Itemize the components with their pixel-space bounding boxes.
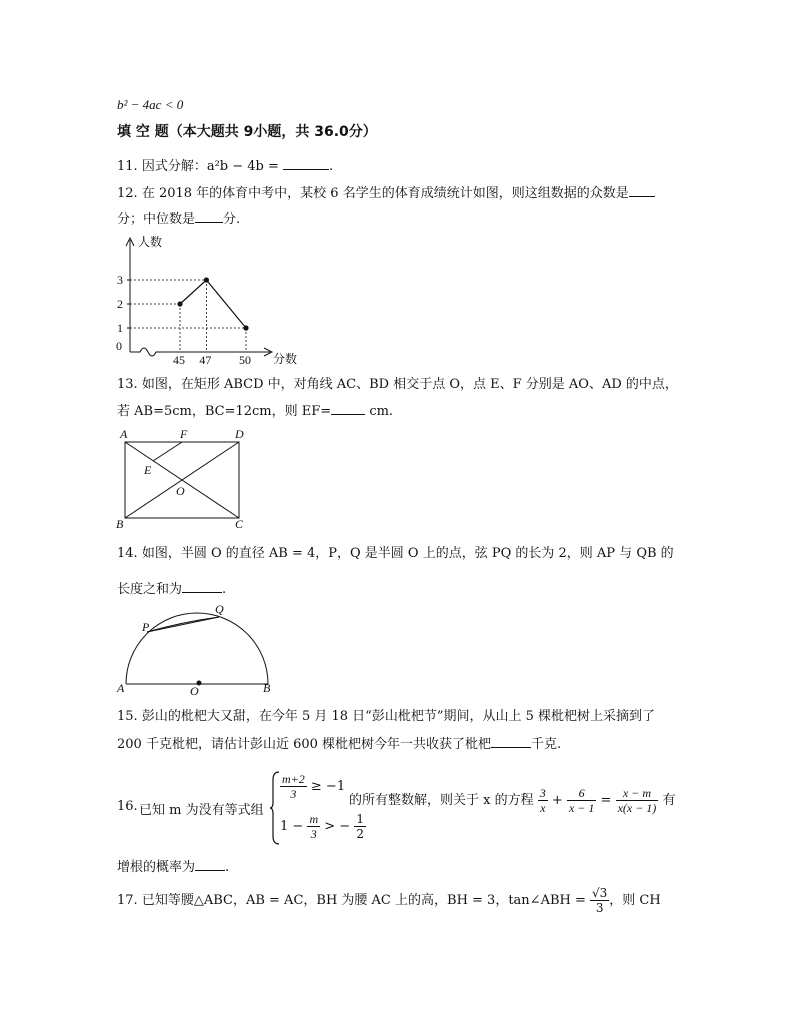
- ineq1-numerator: m+2: [282, 772, 305, 786]
- y-axis-label: 人数: [138, 235, 163, 249]
- ineq2-denominator: 3: [310, 827, 317, 841]
- q17-number: 17.: [117, 893, 138, 908]
- q14-text-line2a: 长度之和为: [117, 582, 183, 597]
- eq-equals: =: [600, 793, 612, 808]
- q14-text-line1: 如图，半圆 O 的直径 AB = 4，P，Q 是半圆 O 上的点，弦 PQ 的长为 2，则 AP 与 QB 的: [141, 546, 674, 561]
- score-line-chart: [110, 232, 310, 366]
- q15-text-line2b: 千克.: [531, 737, 562, 752]
- section-title: 填 空 题（本大题共 9小题，共 36.0分）: [117, 124, 377, 140]
- eq-f3-num: x − m: [616, 786, 659, 801]
- ineq2-mid: > −: [324, 819, 351, 834]
- question-14-line2: [117, 580, 226, 599]
- rectangle-figure: [112, 424, 258, 534]
- q14-number: 14.: [117, 546, 138, 561]
- q15-text-line2a: 200 千克枇杷，请估计彭山近 600 棵枇杷树今年一共收获了枇杷: [117, 737, 492, 752]
- q16-equation: [349, 786, 675, 815]
- ineq1-denominator: 3: [290, 787, 297, 801]
- q17-frac-den: 3: [595, 901, 604, 915]
- label-a: A: [120, 427, 128, 441]
- x-tick-label-50: 50: [239, 353, 251, 366]
- ineq2-numerator2: 1: [356, 812, 364, 826]
- x-tick-label-45: 45: [173, 353, 185, 366]
- q12-text-line2a: 分；中位数是: [117, 212, 196, 227]
- label-b: B: [116, 517, 124, 531]
- eq-f3-den: x(x − 1): [617, 801, 657, 815]
- inequality-2: [280, 812, 366, 841]
- question-16-line2: [117, 858, 229, 877]
- question-15-line1: [117, 708, 655, 726]
- q17-text-a: 已知等腰△ABC，AB = AC，BH 为腰 AC 上的高，BH = 3，tan∠ABH =: [141, 893, 586, 908]
- label-o: O: [176, 484, 185, 498]
- eq-plus: +: [551, 793, 563, 808]
- eq-f2-num: 6: [567, 786, 596, 801]
- ineq2-denominator2: 2: [356, 827, 364, 841]
- label-c: C: [235, 517, 244, 531]
- data-point-47: [204, 277, 209, 282]
- q13-text-line1: 如图，在矩形 ABCD 中，对角线 AC、BD 相交于点 O，点 E、F 分别是 AO、AD 的中点，: [141, 377, 678, 392]
- q11-tail: .: [329, 159, 334, 174]
- q13-blank[interactable]: [331, 402, 365, 415]
- question-12-line1: [117, 184, 655, 203]
- inequality-1: [280, 772, 345, 801]
- question-14-line1: [117, 545, 674, 563]
- q16-text-line2b: .: [225, 860, 230, 875]
- origin-label: 0: [116, 339, 122, 353]
- top-formula: b² − 4ac < 0: [117, 97, 184, 112]
- label-e: E: [144, 463, 152, 477]
- data-point-50: [243, 325, 248, 330]
- ineq1-rest: ≥ −1: [310, 779, 346, 794]
- segment-ef: [153, 442, 182, 461]
- q16-pre: 已知 m 为没有等式组: [139, 803, 264, 818]
- label-b-semi: B: [263, 681, 271, 695]
- question-11: [117, 157, 333, 176]
- q16-blank[interactable]: [195, 858, 225, 871]
- question-12-line2: [117, 210, 240, 229]
- q17-frac-num: √3: [592, 886, 608, 900]
- q13-text-line2a: 若 AB=5cm，BC=12cm，则 EF=: [117, 404, 332, 419]
- eq-f1-num: 3: [539, 786, 546, 800]
- x-tick-label-47: 47: [199, 353, 212, 366]
- question-13-line2: [117, 402, 393, 421]
- q12-text-line2b: 分.: [223, 212, 241, 227]
- q16-number: 16.: [117, 799, 138, 814]
- q13-text-line2b: cm.: [369, 404, 394, 419]
- q12-median-blank[interactable]: [195, 210, 223, 223]
- ineq2-numerator: m: [309, 812, 319, 826]
- question-17: [117, 886, 661, 915]
- q15-number: 15.: [117, 709, 138, 724]
- q12-text-line1: 在 2018 年的体育中考中，某校 6 名学生的体育成绩统计如图，则这组数据的众数是: [141, 186, 629, 201]
- question-15-line2: [117, 735, 561, 754]
- q16-mid: 的所有整数解，则关于 x 的方程: [349, 793, 534, 808]
- ineq2-lead: 1 −: [280, 819, 304, 834]
- label-f: F: [180, 427, 188, 441]
- eq-f1-den: x: [540, 801, 546, 815]
- q17-text-b: ，则 CH: [609, 893, 661, 908]
- q11-text: 因式分解：a²b − 4b =: [141, 159, 279, 174]
- q15-text-line1: 彭山的枇杷大又甜，在今年 5 月 18 日“彭山枇杷节”期间，从山上 5 棵枇杷树上采摘到了: [141, 709, 655, 724]
- data-point-45: [177, 301, 182, 306]
- q16-post: 有: [662, 793, 676, 808]
- q15-blank[interactable]: [491, 735, 531, 748]
- system-brace: [270, 770, 280, 846]
- y-tick-label-1: 1: [117, 321, 123, 335]
- label-d: D: [235, 427, 244, 441]
- label-o-semi: O: [190, 684, 199, 698]
- axis-break-mark: [130, 348, 160, 356]
- semicircle-figure: [112, 600, 282, 698]
- q11-number: 11.: [117, 159, 138, 174]
- q16-text-line2a: 增根的概率为: [117, 860, 196, 875]
- q14-blank[interactable]: [182, 580, 222, 593]
- question-16-line1: [117, 770, 677, 846]
- label-a-semi: A: [117, 681, 125, 695]
- question-13-line1: [117, 376, 678, 394]
- q12-number: 12.: [117, 186, 138, 201]
- series-line: [180, 280, 246, 328]
- label-q: Q: [215, 602, 224, 616]
- q14-text-line2b: .: [222, 582, 227, 597]
- y-tick-label-2: 2: [117, 297, 123, 311]
- q12-mode-blank[interactable]: [629, 184, 655, 197]
- x-axis-label: 分数: [273, 352, 298, 366]
- q11-blank[interactable]: [283, 157, 329, 170]
- label-p: P: [142, 620, 150, 634]
- eq-f2-den: x − 1: [568, 801, 595, 815]
- y-tick-label-3: 3: [117, 273, 123, 287]
- q13-number: 13.: [117, 377, 138, 392]
